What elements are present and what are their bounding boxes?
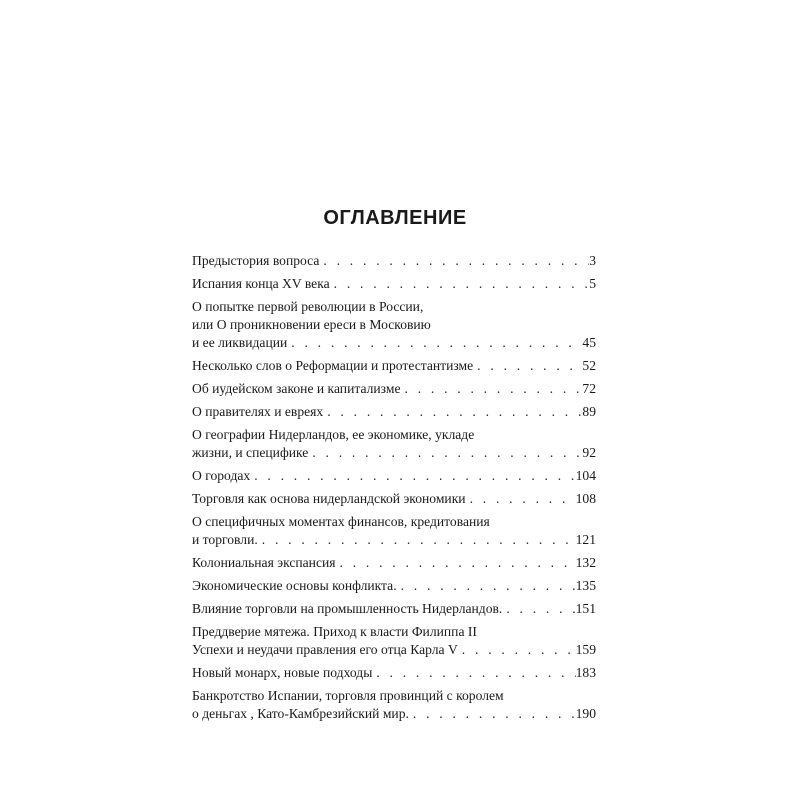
toc-entry (192, 426, 596, 462)
table-of-contents (192, 252, 596, 728)
dot-leader (458, 641, 576, 659)
toc-entry (192, 403, 596, 421)
toc-entry-title: Колониальная экспансия (192, 555, 336, 570)
toc-entry (192, 513, 596, 549)
toc-entry-title: Торговля как основа нидерландской экономики (192, 491, 466, 506)
dot-leader (330, 275, 590, 293)
toc-page-number: 72 (582, 381, 596, 396)
toc-entry-row (192, 252, 596, 270)
toc-entry-title: Влияние торговли на промышленность Нидерландов. (192, 601, 503, 616)
toc-entry (192, 577, 596, 595)
toc-entry (192, 664, 596, 682)
toc-entry (192, 554, 596, 572)
toc-page-number: 132 (575, 555, 596, 570)
toc-entry-row (192, 403, 596, 421)
toc-entry-row (192, 275, 596, 293)
toc-entry (192, 298, 596, 352)
toc-entry-title-line: О попытке первой революции в России, (192, 299, 424, 314)
toc-page-number: 183 (575, 665, 596, 680)
dot-leader (323, 403, 582, 421)
toc-entry (192, 623, 596, 659)
dot-leader (308, 444, 582, 462)
toc-entry-title-line: О специфичных моментах финансов, кредитования (192, 514, 490, 529)
toc-entry (192, 357, 596, 375)
toc-page-number: 92 (582, 445, 596, 460)
toc-entry-title: О городах (192, 468, 251, 483)
dot-leader (250, 467, 575, 485)
toc-entry (192, 687, 596, 723)
toc-entry-row (192, 444, 596, 462)
toc-page-number: 104 (575, 468, 596, 483)
dot-leader (287, 334, 582, 352)
dot-leader (372, 664, 575, 682)
dot-leader (502, 600, 575, 618)
toc-entry (192, 467, 596, 485)
toc-page-number: 151 (575, 601, 596, 616)
toc-page-number: 52 (582, 358, 596, 373)
toc-entry-title: и торговли. (192, 532, 258, 547)
toc-page-number: 45 (582, 335, 596, 350)
dot-leader (409, 705, 576, 723)
toc-entry-row (192, 531, 596, 549)
toc-entry-title-line: О географии Нидерландов, ее экономике, укладе (192, 427, 475, 442)
toc-entry-row (192, 380, 596, 398)
toc-entry-row (192, 641, 596, 659)
dot-leader (401, 380, 583, 398)
toc-entry-row (192, 357, 596, 375)
toc-page-number: 5 (589, 276, 596, 291)
toc-entry (192, 490, 596, 508)
toc-entry-title: Экономические основы конфликта. (192, 578, 397, 593)
toc-entry-title: и ее ликвидации (192, 335, 288, 350)
toc-entry-row (192, 705, 596, 723)
toc-entry-title: Испания конца XV века (192, 276, 330, 291)
toc-page-number: 108 (575, 491, 596, 506)
toc-entry-row (192, 577, 596, 595)
dot-leader (397, 577, 576, 595)
toc-entry (192, 380, 596, 398)
toc-entry-title: Новый монарх, новые подходы (192, 665, 373, 680)
dot-leader (466, 490, 576, 508)
toc-entry-row (192, 554, 596, 572)
toc-entry (192, 600, 596, 618)
toc-entry-row (192, 600, 596, 618)
toc-entry-title: о деньгах , Като-Камбрезийский мир. (192, 706, 409, 721)
toc-entry-row (192, 490, 596, 508)
toc-page-number: 135 (575, 578, 596, 593)
toc-page-number: 89 (582, 404, 596, 419)
dot-leader (319, 252, 589, 270)
toc-page-number: 190 (575, 706, 596, 721)
toc-entry-title: Предыстория вопроса (192, 253, 320, 268)
dot-leader (336, 554, 576, 572)
toc-entry-title: жизни, и специфике (192, 445, 309, 460)
toc-entry-title: О правителях и евреях (192, 404, 324, 419)
toc-entry-title-line: или О проникновении ереси в Московию (192, 317, 431, 332)
toc-entry-title: Успехи и неудачи правления его отца Карла V (192, 642, 458, 657)
toc-entry-title-line: Преддверие мятежа. Приход к власти Филиппа II (192, 624, 477, 639)
toc-entry-row (192, 467, 596, 485)
toc-entry-row (192, 334, 596, 352)
dot-leader (473, 357, 582, 375)
toc-entry (192, 252, 596, 270)
toc-page-number: 3 (589, 253, 596, 268)
toc-entry-title: Несколько слов о Реформации и протестантизме (192, 358, 474, 373)
toc-entry (192, 275, 596, 293)
toc-page-number: 159 (575, 642, 596, 657)
dot-leader (258, 531, 576, 549)
page-title: ОГЛАВЛЕНИЕ (323, 207, 467, 229)
toc-entry-title-line: Банкротство Испании, торговля провинций с королем (192, 688, 504, 703)
toc-entry-row (192, 664, 596, 682)
toc-entry-title: Об иудейском законе и капитализме (192, 381, 401, 396)
toc-page-number: 121 (575, 532, 596, 547)
